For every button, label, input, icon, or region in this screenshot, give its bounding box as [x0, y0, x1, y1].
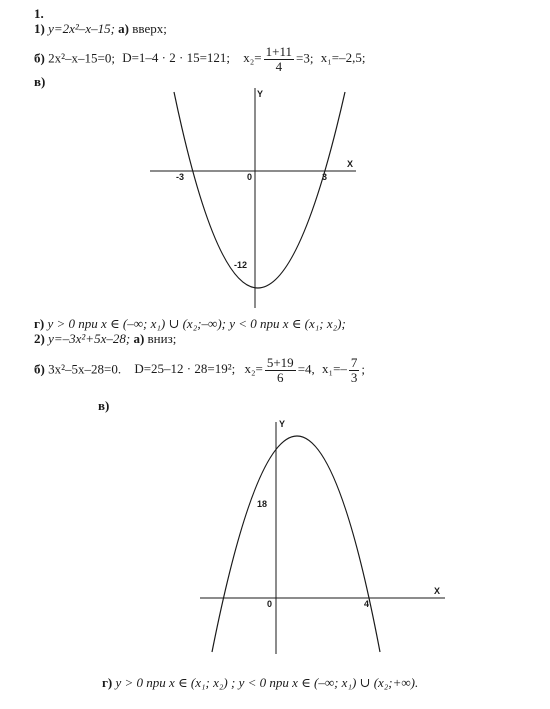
- part1-b-discriminant: D=1–4 · 2 · 15=121;: [122, 50, 231, 66]
- graph2-x-label: X: [434, 586, 441, 596]
- part2-b-discriminant: D=25–12 · 28=19²;: [134, 361, 236, 377]
- graph1-x-label: X: [347, 159, 354, 169]
- part1-b-equation: 2x²–x–15=0;: [48, 50, 115, 66]
- graph1-tick-y: -12: [234, 260, 248, 270]
- part1-g-text: y > 0 при x ∈ (–∞; x₁) ∪ (x₂;–∞); y < 0 при x ∈ (x₁; x₂);: [47, 316, 346, 331]
- part1-label: 1): [34, 21, 45, 36]
- part2-b-label: б): [34, 361, 45, 377]
- graph1-tick-pos: 3: [322, 172, 328, 182]
- part2-x1-numerator: 7: [350, 355, 358, 370]
- part2-a-label: а): [133, 331, 145, 346]
- part1-x2-rhs: =3;: [296, 50, 314, 66]
- problem-number: 1.: [34, 6, 44, 21]
- part2-a-text: вниз;: [147, 331, 177, 346]
- part2-x1-denominator: 3: [350, 370, 358, 385]
- part2-v-label: в): [98, 398, 110, 413]
- part1-g-label: г): [34, 316, 45, 331]
- graph2-y-label: Y: [279, 419, 286, 429]
- graph1-y-label: Y: [257, 89, 264, 99]
- graph2-tick-y: 18: [257, 499, 268, 509]
- part1-a-label: а): [118, 21, 129, 36]
- part1-x2-lhs: x₂=: [243, 50, 262, 66]
- graph1-tick-neg: -3: [176, 172, 185, 182]
- part2-x1-rhs: ;: [361, 361, 366, 377]
- part2-x2-lhs: x₂=: [244, 361, 263, 377]
- part2-label: 2): [34, 331, 45, 346]
- graph2-parabola: [212, 436, 380, 652]
- part2-function: y=–3x²+5x–28;: [48, 331, 131, 346]
- graph1-tick-zero: 0: [247, 172, 253, 182]
- part2-line-g: [102, 675, 418, 690]
- part1-x2-denominator: 4: [275, 59, 283, 74]
- graph2-tick-zero: 0: [267, 599, 273, 609]
- part2-x2-denominator: 6: [277, 370, 284, 385]
- part1-a-text: вверх;: [132, 21, 167, 36]
- graph2-tick-pos: 4: [364, 599, 370, 609]
- part2-x2-rhs: =4,: [297, 361, 315, 377]
- part1-b-label: б): [34, 50, 45, 66]
- part2-x1-lhs: x₁=–: [322, 361, 347, 377]
- part1-v-label: в): [34, 74, 46, 89]
- part2-g-label: г): [102, 675, 113, 690]
- part1-x2-numerator: 1+11: [265, 44, 292, 59]
- part1-function: y=2x²–x–15;: [48, 21, 115, 36]
- part2-x2-numerator: 5+19: [266, 355, 294, 370]
- part2-g-text: y > 0 при x ∈ (x₁; x₂) ; y < 0 при x ∈ (–∞; x₁) ∪ (x₂;+∞).: [115, 675, 419, 690]
- part1-x1-text: x₁=–2,5;: [320, 50, 366, 66]
- part2-b-equation: 3x²–5x–28=0.: [48, 361, 122, 377]
